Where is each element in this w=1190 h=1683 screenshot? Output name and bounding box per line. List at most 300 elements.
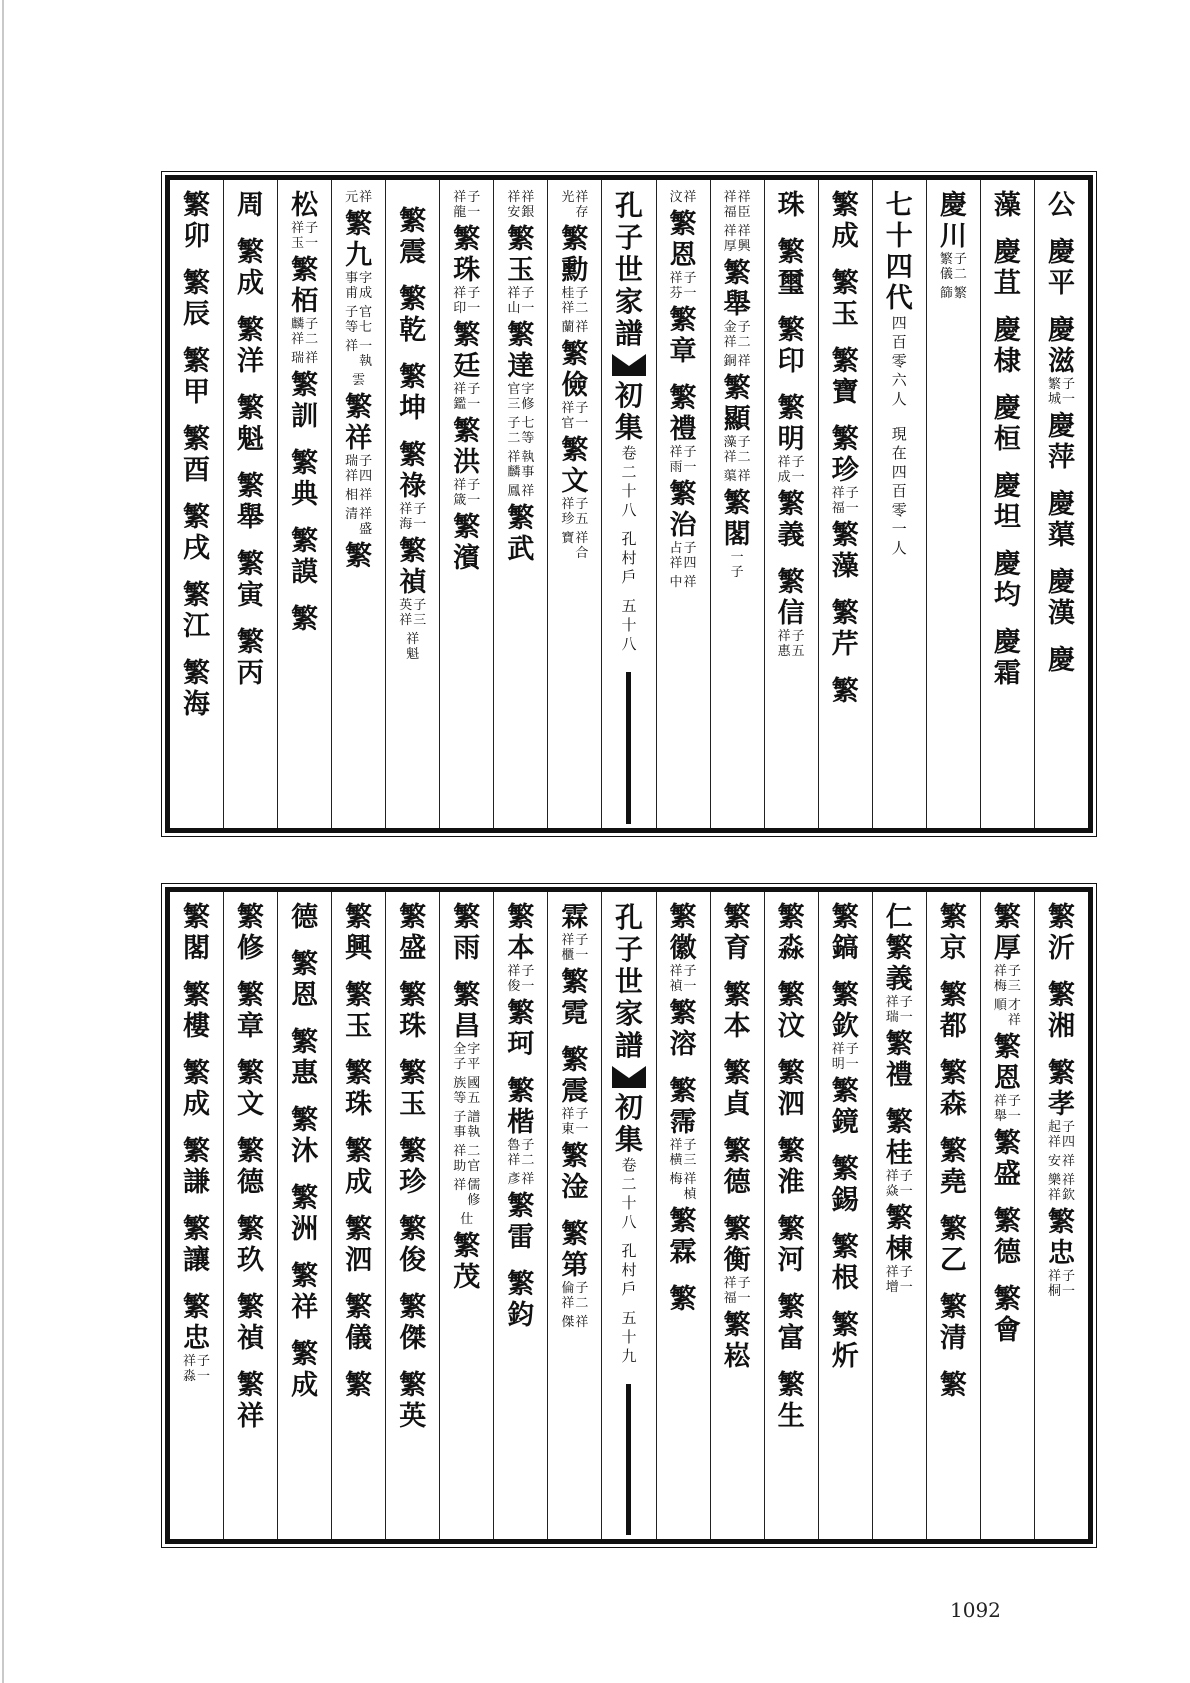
name-char: 繁: [723, 373, 751, 404]
person-name: [507, 998, 534, 1060]
title-char: 譜: [614, 1029, 643, 1062]
person-name: [291, 604, 318, 635]
annotation-char: 祥: [507, 286, 521, 301]
annotation-char: 子: [1061, 377, 1075, 392]
name-char: 棣: [993, 346, 1021, 377]
collection-char: 集: [614, 1123, 643, 1156]
name-char: 繁: [507, 1269, 535, 1300]
annotation-subcolumn: [406, 632, 419, 662]
annotation-subcolumn: [724, 224, 737, 254]
person-name: [670, 479, 697, 541]
person-name: [670, 902, 697, 964]
name-char: 繁: [399, 284, 427, 315]
annotation-char: 祥: [669, 445, 683, 460]
name-char: 繁: [507, 998, 535, 1029]
name-char: 繁: [237, 1370, 265, 1401]
annotation-char: 興: [737, 239, 751, 254]
name-char: 繁: [453, 416, 481, 447]
annotation-char: 起: [1047, 1120, 1061, 1135]
person-name: [453, 1231, 480, 1293]
annotation-char: 一: [575, 1122, 589, 1137]
annotation-char: 銀: [521, 205, 535, 220]
annotation-char: 祥: [521, 484, 535, 499]
annotation-char: 一: [467, 301, 481, 316]
name-char: 繁: [669, 479, 697, 510]
name-char: 珍: [831, 455, 859, 486]
person-name: [237, 1370, 264, 1432]
annotation-subcolumn: [453, 478, 466, 508]
annotation-char: 祥: [561, 1296, 575, 1311]
annotation-subcolumn: [521, 484, 534, 499]
annotation-char: 珍: [561, 512, 575, 527]
person-name: [832, 676, 859, 707]
annotation-char: 官: [467, 1159, 481, 1174]
name-char: 珂: [507, 1029, 535, 1060]
annotation-char: 子: [521, 964, 535, 979]
annotation-subcolumn: [359, 190, 372, 205]
annotation-char: 修: [467, 1193, 481, 1208]
annotation-subcolumn: [453, 382, 466, 412]
person-name: [561, 1045, 588, 1107]
name-char: 均: [993, 580, 1021, 611]
person-name: [724, 373, 751, 435]
name-char: 繁: [291, 526, 319, 557]
name-char: 德: [291, 902, 319, 933]
name-char: 繁: [723, 980, 751, 1011]
person-name: [832, 598, 859, 660]
annotation-char: 祥: [453, 286, 467, 301]
annotation-char: 儒: [467, 1178, 481, 1193]
annotation-subcolumn: [359, 454, 372, 484]
running-title: [615, 190, 643, 350]
annotation-char: 一: [413, 517, 427, 532]
annotation-char: 一: [305, 236, 319, 251]
fish-tail-mark-icon: [612, 1066, 646, 1088]
annotation-char: 厚: [723, 239, 737, 254]
annotation-char: 一: [845, 501, 859, 516]
name-char: 清: [939, 1323, 967, 1354]
name-char: 繁: [993, 1284, 1021, 1315]
annotation-char: 子: [730, 565, 744, 580]
annotation-subcolumn: [561, 401, 574, 431]
name-char: 乾: [399, 315, 427, 346]
annotation-char: 祥: [1007, 1013, 1021, 1028]
annotation-note: [724, 469, 751, 484]
annotation-char: 玉: [291, 236, 305, 251]
name-char: 禎: [399, 567, 427, 598]
name-char: 繁: [1047, 1058, 1075, 1089]
annotation-char: 一: [683, 286, 697, 301]
name-char: 樓: [182, 1011, 210, 1042]
annotation-note: [724, 354, 751, 369]
name-char: 達: [507, 351, 535, 382]
name-char: 繁: [831, 346, 859, 377]
name-char: 繁: [669, 902, 697, 933]
name-char: 繁: [939, 902, 967, 933]
name-char: 繁: [399, 980, 427, 1011]
annotation-char: 山: [507, 301, 521, 316]
annotation-char: 禎: [669, 979, 683, 994]
name-char: 繁: [182, 1058, 210, 1089]
annotation-subcolumn: [561, 933, 574, 963]
annotation-subcolumn: [1008, 964, 1021, 994]
name-char: 繁: [993, 1032, 1021, 1063]
annotation-subcolumn: [359, 305, 372, 335]
annotation-subcolumn: [954, 286, 967, 301]
annotation-subcolumn: [561, 497, 574, 527]
annotation-char: 子: [1061, 1269, 1075, 1284]
name-char: 玉: [399, 1089, 427, 1120]
annotation-subcolumn: [1048, 1120, 1061, 1150]
annotation-char: 二: [575, 301, 589, 316]
name-char: 繁: [777, 1136, 805, 1167]
leaf-number-char: 五: [621, 597, 637, 615]
annotation-char: 祥: [575, 190, 589, 205]
name-char: 武: [507, 534, 535, 565]
annotation-char: 成: [359, 286, 373, 301]
annotation-char: 四: [359, 469, 373, 484]
annotation-subcolumn: [453, 1042, 466, 1072]
annotation-char: 子: [683, 964, 697, 979]
person-name: [832, 1076, 859, 1138]
annotation-char: 譜: [467, 1110, 481, 1125]
annotation-subcolumn: [345, 190, 358, 205]
person-name: [399, 284, 426, 346]
name-char: 繁: [399, 206, 427, 237]
person-name: [670, 305, 697, 367]
annotation-note: [724, 224, 751, 254]
name-char: 桂: [885, 1138, 913, 1169]
annotation-char: 桐: [1047, 1284, 1061, 1299]
name-char: 成: [345, 1167, 373, 1198]
annotation-subcolumn: [1062, 1120, 1075, 1150]
name-char: 慶: [1047, 411, 1075, 442]
annotation-char: 彥: [507, 1172, 521, 1187]
person-name: [994, 902, 1021, 964]
name-char: 繁: [237, 1292, 265, 1323]
annotation-char: 二: [737, 335, 751, 350]
name-char: 繁: [345, 392, 373, 423]
annotation-note: [994, 1094, 1021, 1124]
person-name: [345, 1370, 372, 1401]
name-char: 繁: [399, 362, 427, 393]
annotation-subcolumn: [359, 339, 372, 369]
annotation-char: 祥: [575, 1315, 589, 1330]
name-char: 繁: [291, 1105, 319, 1136]
annotation-char: 楨: [683, 1187, 697, 1202]
person-name: [886, 190, 913, 314]
name-char: 本: [507, 933, 535, 964]
name-char: 繁: [182, 502, 210, 533]
annotation-subcolumn: [467, 1110, 480, 1140]
note-char: 人: [891, 390, 907, 408]
annotation-char: 祥: [507, 964, 521, 979]
annotation-char: 桂: [561, 286, 575, 301]
person-name: [291, 255, 318, 317]
annotation-char: 雲: [352, 373, 366, 388]
annotation-char: 事: [345, 271, 359, 286]
name-char: 汶: [777, 1011, 805, 1042]
collection-char: 初: [614, 379, 643, 412]
leaf-number-char: 五: [621, 1309, 637, 1327]
collection-char: 初: [614, 1091, 643, 1124]
annotation-char: 祥: [561, 933, 575, 948]
annotation-char: 傑: [561, 1315, 575, 1330]
annotation-char: 惠: [777, 644, 791, 659]
name-char: 坦: [993, 502, 1021, 533]
name-char: 繁: [777, 1058, 805, 1089]
name-char: 寅: [237, 580, 265, 611]
name-char: 滋: [1047, 346, 1075, 377]
annotation-char: 祥: [885, 1169, 899, 1184]
name-char: 成: [182, 1089, 210, 1120]
name-char: 繁: [345, 541, 373, 572]
annotation-char: 瑞: [345, 454, 359, 469]
annotation-note: [291, 317, 318, 347]
person-name: [994, 393, 1021, 455]
annotation-char: 祥: [453, 382, 467, 397]
annotation-note: [352, 373, 365, 388]
person-name: [183, 268, 210, 330]
annotation-char: 清: [345, 507, 359, 522]
name-char: 禮: [669, 414, 697, 445]
name-char: 繁: [399, 1214, 427, 1245]
name-char: 繁: [291, 370, 319, 401]
annotation-char: 祥: [723, 450, 737, 465]
annotation-char: 横: [669, 1153, 683, 1168]
annotation-char: 祥: [669, 271, 683, 286]
name-char: 繁: [182, 1292, 210, 1323]
person-name: [1048, 980, 1075, 1042]
annotation-char: 祥: [669, 964, 683, 979]
annotation-char: 子: [953, 252, 967, 267]
name-char: 魁: [237, 424, 265, 455]
name-char: 繁: [831, 980, 859, 1011]
annotation-subcolumn: [467, 190, 480, 220]
name-char: 祿: [399, 471, 427, 502]
name-char: 繁: [182, 580, 210, 611]
name-char: 顯: [723, 404, 751, 435]
annotation-char: 一: [1007, 1109, 1021, 1124]
annotation-char: 一: [1061, 1284, 1075, 1299]
annotation-note: [345, 507, 372, 537]
annotation-note: [1048, 1120, 1075, 1150]
annotation-subcolumn: [738, 354, 751, 369]
note-char: 四: [891, 463, 907, 481]
name-char: 江: [182, 611, 210, 642]
person-name: [670, 1206, 697, 1268]
annotation-char: 祥: [305, 351, 319, 366]
annotation-char: 祥: [453, 1178, 467, 1193]
person-name: [237, 549, 264, 611]
name-char: 繁: [885, 1107, 913, 1138]
person-name: [778, 190, 805, 221]
annotation-subcolumn: [345, 271, 358, 301]
annotation-subcolumn: [724, 435, 737, 465]
annotation-subcolumn: [832, 1042, 845, 1072]
annotation-subcolumn: [305, 317, 318, 347]
name-char: 霓: [561, 998, 589, 1029]
name-char: 俊: [399, 1245, 427, 1276]
name-char: 桓: [993, 424, 1021, 455]
annotation-subcolumn: [846, 486, 859, 516]
name-char: 繁: [777, 393, 805, 424]
name-char: 戌: [182, 533, 210, 564]
person-name: [345, 1058, 372, 1120]
annotation-char: 一: [899, 1010, 913, 1025]
annotation-note: [507, 964, 534, 994]
name-char: 恩: [291, 980, 319, 1011]
title-char: 家: [614, 997, 643, 1030]
person-name: [507, 1191, 534, 1253]
annotation-subcolumn: [684, 445, 697, 475]
name-char: 繁: [345, 902, 373, 933]
annotation-subcolumn: [467, 1144, 480, 1174]
annotation-char: 繁: [953, 286, 967, 301]
annotation-subcolumn: [521, 286, 534, 316]
annotation-note: [399, 598, 426, 628]
annotation-char: 銅: [723, 354, 737, 369]
person-name: [507, 1076, 534, 1138]
annotation-char: 官: [359, 305, 373, 320]
annotation-char: 祥: [1061, 1154, 1075, 1169]
annotation-char: 一: [683, 460, 697, 475]
annotation-note: [724, 320, 751, 350]
person-name: [561, 435, 588, 497]
person-name: [237, 237, 264, 299]
name-char: 繁: [831, 520, 859, 551]
annotation-subcolumn: [994, 964, 1007, 994]
person-name: [183, 658, 210, 720]
volume-label-char: 卷: [621, 1156, 637, 1174]
annotation-char: 倫: [561, 1281, 575, 1296]
annotation-subcolumn: [399, 502, 412, 532]
genealogy-column: [332, 892, 386, 1539]
annotation-subcolumn: [832, 486, 845, 516]
genealogy-column: [440, 180, 494, 828]
name-char: 繁: [345, 209, 373, 240]
annotation-subcolumn: [359, 488, 372, 503]
name-char: 霜: [993, 658, 1021, 689]
annotation-subcolumn: [399, 598, 412, 628]
note-char: 百: [891, 482, 907, 500]
annotation-char: 執: [359, 354, 373, 369]
person-name: [237, 1214, 264, 1276]
person-name: [832, 902, 859, 964]
person-name: [399, 1292, 426, 1354]
volume-label-char: 二: [621, 1175, 637, 1193]
annotation-subcolumn: [345, 454, 358, 484]
person-name: [670, 209, 697, 271]
genealogy-column: [873, 180, 927, 828]
genealogy-column: [494, 180, 548, 828]
annotation-note: [561, 497, 588, 527]
annotation-char: 祥: [399, 613, 413, 628]
name-char: 繁: [237, 627, 265, 658]
annotation-subcolumn: [684, 1138, 697, 1168]
name-char: 雷: [507, 1222, 535, 1253]
person-name: [832, 980, 859, 1042]
name-char: 公: [1047, 190, 1075, 221]
name-char: 恩: [993, 1063, 1021, 1094]
annotation-note: [670, 271, 697, 301]
annotation-char: 占: [669, 541, 683, 556]
name-char: 印: [777, 346, 805, 377]
genealogy-column: [386, 180, 440, 828]
annotation-note: [886, 1265, 913, 1295]
annotation-char: 五: [467, 1091, 481, 1106]
name-char: 乙: [939, 1245, 967, 1276]
name-char: 繁: [507, 503, 535, 534]
person-name: [994, 1032, 1021, 1094]
annotation-subcolumn: [507, 190, 520, 220]
annotation-char: 鑑: [453, 397, 467, 412]
person-name: [1048, 489, 1075, 551]
annotation-subcolumn: [521, 190, 534, 220]
annotation-note: [886, 1169, 913, 1199]
annotation-char: 祥: [723, 1276, 737, 1291]
annotation-char: 淼: [182, 1369, 196, 1384]
annotation-char: 祥: [1047, 1269, 1061, 1284]
note-char: 零: [891, 501, 907, 519]
genealogy-column: [765, 180, 819, 828]
annotation-char: 子: [467, 478, 481, 493]
person-name: [291, 1261, 318, 1323]
name-char: 惠: [291, 1058, 319, 1089]
annotation-char: 祥: [399, 502, 413, 517]
name-char: 慶: [939, 190, 967, 221]
volume-label-char: 十: [621, 482, 637, 500]
genealogy-column: [602, 180, 656, 828]
name-char: 祥: [345, 423, 373, 454]
name-char: 讓: [182, 1245, 210, 1276]
annotation-note: [345, 190, 372, 205]
annotation-char: 二: [953, 267, 967, 282]
annotation-subcolumn: [507, 484, 520, 499]
name-char: 儉: [561, 370, 589, 401]
name-char: 徽: [669, 933, 697, 964]
annotation-char: 子: [413, 598, 427, 613]
person-name: [1048, 1058, 1075, 1120]
annotation-subcolumn: [183, 1354, 196, 1384]
annotation-char: 字: [359, 271, 373, 286]
annotation-subcolumn: [291, 317, 304, 347]
person-name: [453, 512, 480, 574]
annotation-note: [994, 964, 1021, 994]
name-char: 坤: [399, 393, 427, 424]
person-name: [886, 902, 913, 933]
name-char: 河: [777, 1245, 805, 1276]
annotation-subcolumn: [724, 354, 737, 369]
name-char: 珠: [345, 1089, 373, 1120]
person-name: [399, 536, 426, 598]
person-name: [399, 1214, 426, 1276]
person-name: [778, 489, 805, 551]
name-char: 謨: [291, 557, 319, 588]
annotation-subcolumn: [1062, 1269, 1075, 1299]
person-name: [507, 902, 534, 964]
annotation-subcolumn: [738, 435, 751, 465]
note-char: 零: [891, 352, 907, 370]
name-char: 昌: [453, 1011, 481, 1042]
annotation-char: 二: [521, 1153, 535, 1168]
name-char: 繁: [453, 1231, 481, 1262]
annotation-subcolumn: [521, 1138, 534, 1168]
person-name: [291, 902, 318, 933]
annotation-note: [561, 1281, 588, 1311]
annotation-note: [940, 286, 967, 301]
annotation-subcolumn: [453, 1110, 466, 1140]
